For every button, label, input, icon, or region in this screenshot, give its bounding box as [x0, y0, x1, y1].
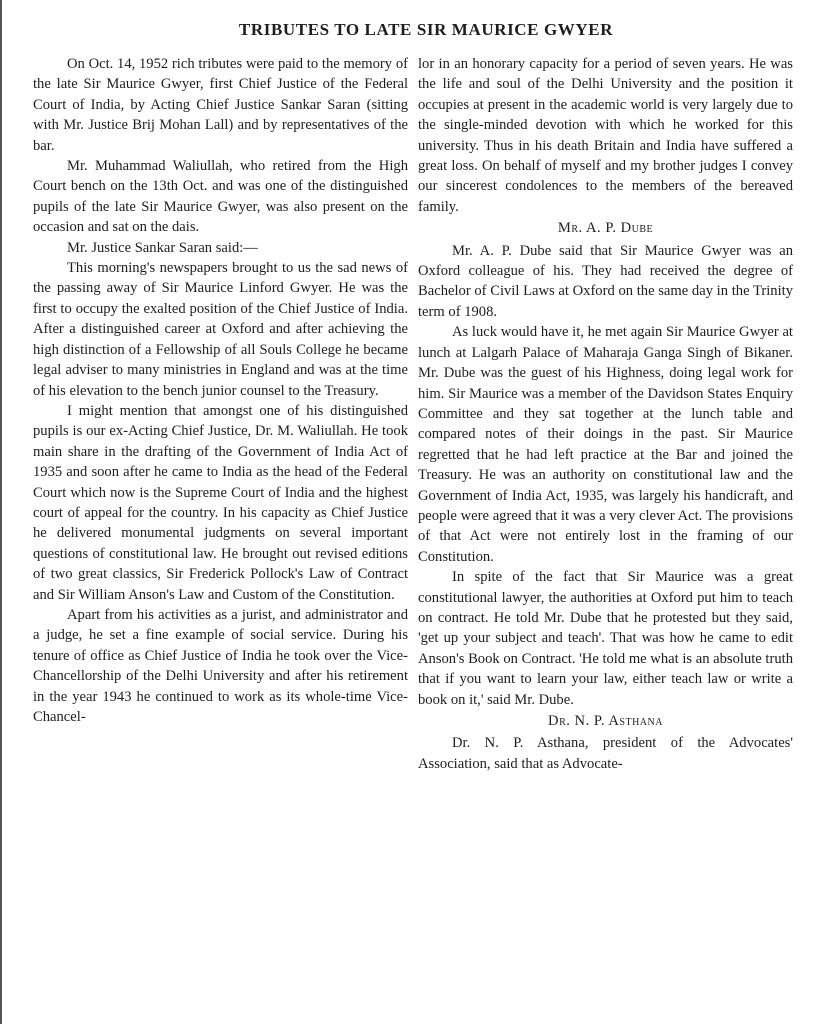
paragraph-continuation: lor in an honorary capacity for a period of seven years. He was the life and soul of the Delhi University and the position it occupies at present in the academic world is very largely due to the single-minded devotion with which he worked for this university. Thus in his death Britain and India have suffered a great loss. On behalf of myself and my brother judges I convey our sincerest condolences to the members of the bereaved family. — [418, 56, 793, 215]
right-column — [418, 54, 793, 774]
left-column — [33, 54, 408, 774]
paragraph-dube-lunch: As luck would have it, he met again Sir Maurice Gwyer at lunch at Lalgarh Palace of Maharaja Ganga Singh of Bikaner. Mr. Dube was the guest of his Highness, doing legal work for him. Sir Maurice was a member of the Davidson States Enquiry Committee and they sat together at the lunch table and compared notes of their doings in the past. Sir Maurice regretted that he had left practice at the Bar and joined the Treasury. He was an authority on constitutional law and the Government of India Act, 1935, was largely his handicraft, and people were agreed that it was a very clever Act. The provisions of that Act were not entirely lost in the framing of our Constitution. — [418, 324, 793, 565]
paragraph-dube-contract: In spite of the fact that Sir Maurice was a great constitutional lawyer, the authorities at Oxford put him to teach on contract. He told Mr. Dube that he protested but they said, 'get up your subject and teach'. That was how he came to edit Anson's Book on Contract. 'He told me what is an absolute truth that if you want to learn your law, either teach law or write a book on it,' said Mr. Dube. — [418, 569, 793, 708]
paragraph-asthana: Dr. N. P. Asthana, president of the Advocates' Association, said that as Advocate- — [418, 735, 793, 772]
paragraph-dube-colleague: Mr. A. P. Dube said that Sir Maurice Gwyer was an Oxford colleague of his. They had received the degree of Bachelor of Civil Laws at Oxford on the same day in the Trinity term of 1908. — [418, 242, 793, 320]
section-heading-asthana: Dr. N. P. Asthana — [548, 713, 663, 729]
paragraph-intro: On Oct. 14, 1952 rich tributes were paid to the memory of the late Sir Maurice Gwyer, first Chief Justice of the Federal Court of India, by Acting Chief Justice Sankar Saran (sitting with Mr. Justice Brij Mohan Lall) and by representatives of the bar. — [33, 56, 408, 154]
paragraph-social-service: Apart from his activities as a jurist, and administrator and a judge, he set a fine example of social service. During his tenure of office as Chief Justice of India he took over the Vice-Chancellorship of the Delhi University and after his retirement in the year 1943 he continued to work as its whole-time Vice-Chancel- — [33, 606, 408, 725]
article-title: TRIBUTES TO LATE SIR MAURICE GWYER — [238, 20, 614, 39]
paragraph-waliullah: Mr. Muhammad Waliullah, who retired from the High Court bench on the 13th Oct. and was one of the distinguished pupils of the late Sir Maurice Gwyer, was also present on the occasion and sat on the dais. — [33, 158, 408, 236]
paragraph-speaker-saran: Mr. Justice Sankar Saran said:— — [67, 239, 258, 256]
paragraph-pupils: I might mention that amongst one of his distinguished pupils is our ex-Acting Chief Justice, Dr. M. Waliullah. He took main share in the drafting of the Government of India Act of 1935 and soon after he came to India as the head of the Federal Court which now is the Supreme Court of India and the highest court of appeal for the country. In his capacity as Chief Justice he delivered monumental judgments on several important questions of constitutional law. He brought out revised editions of two great classics, Sir Frederick Pollock's Law of Contract and Sir William Anson's Law and Custom of the Constitution. — [33, 402, 408, 603]
section-heading-dube: Mr. A. P. Dube — [557, 220, 654, 237]
paragraph-newspapers: This morning's newspapers brought to us the sad news of the passing away of Sir Maurice Linford Gwyer. He was the first to occupy the exalted position of the Chief Justice of India. After a distinguished career at Oxford and after achieving the high distinction of a Fellowship of all Souls College he became legal adviser to many ministries in England and was at the time of his elevation to the bench junior counsel to the Treasury. — [33, 260, 408, 399]
article-columns — [33, 54, 809, 774]
